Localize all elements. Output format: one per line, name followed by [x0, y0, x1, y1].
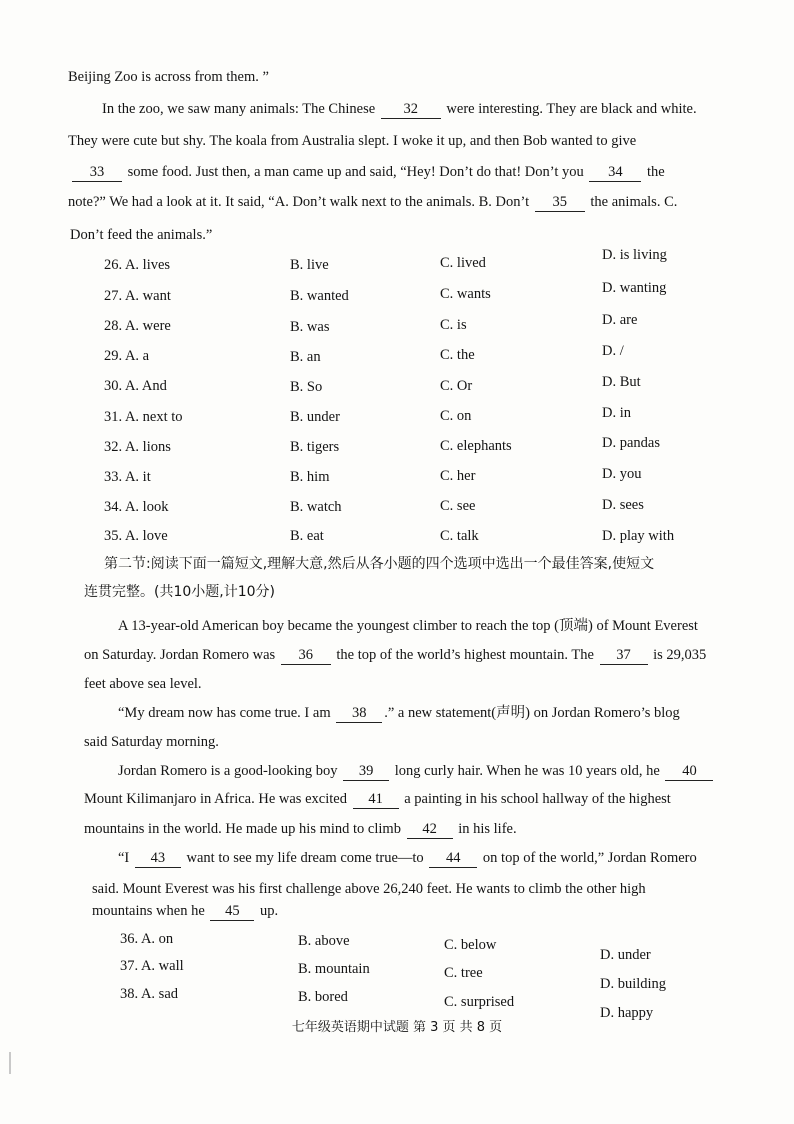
q29-option-b[interactable]: B. an: [290, 349, 321, 365]
text: They were cute but shy. The koala from Australia slept. I woke it up, and then Bob wanted to give: [68, 133, 637, 149]
passage2-p3-line-1: [118, 762, 715, 781]
passage1-line-1: [68, 68, 269, 86]
q33-option-c[interactable]: C. her: [440, 468, 476, 484]
passage2-p4-line-1: [118, 849, 697, 868]
text: Mount Kilimanjaro in Africa. He was excited: [84, 791, 347, 807]
blank-36[interactable]: 36: [281, 648, 331, 665]
text: want to see my life dream come true—to: [186, 850, 424, 866]
text: a painting in his school hallway of the highest: [404, 791, 671, 807]
q27-option-d[interactable]: D. wanting: [602, 280, 667, 296]
q34-option-b[interactable]: B. watch: [290, 499, 342, 515]
q38-option-a[interactable]: 38. A. sad: [120, 986, 178, 1002]
blank-45[interactable]: 45: [210, 904, 254, 921]
q38-option-b[interactable]: B. bored: [298, 989, 348, 1005]
blank-34[interactable]: 34: [589, 165, 641, 182]
passage2-p3-line-3: [84, 820, 517, 839]
text: Beijing Zoo is across from them. ”: [68, 69, 269, 85]
q35-option-b[interactable]: B. eat: [290, 528, 324, 544]
passage2-p3-line-2: [84, 790, 671, 809]
text: said Saturday morning.: [84, 734, 219, 750]
q33-option-a[interactable]: 33. A. it: [104, 469, 151, 485]
q29-option-a[interactable]: 29. A. a: [104, 348, 150, 364]
text: on top of the world,” Jordan Romero: [482, 850, 697, 866]
q30-option-d[interactable]: D. But: [602, 374, 641, 390]
text: on Saturday. Jordan Romero was: [84, 647, 276, 663]
blank-33[interactable]: 33: [72, 165, 122, 182]
q31-option-c[interactable]: C. on: [440, 408, 472, 424]
q27-option-b[interactable]: B. wanted: [290, 288, 349, 304]
passage2-p4-line-3: [92, 902, 278, 921]
q28-option-d[interactable]: D. are: [602, 312, 638, 328]
q36-option-c[interactable]: C. below: [444, 937, 497, 953]
text: the: [647, 164, 665, 180]
passage1-line-5: [68, 193, 677, 212]
passage2-p2-line-1: [118, 704, 680, 723]
blank-44[interactable]: 44: [429, 851, 477, 868]
q31-option-a[interactable]: 31. A. next to: [104, 409, 183, 425]
text: some food. Just then, a man came up and said, “Hey! Don’t do that! Don’t you: [127, 164, 584, 180]
blank-32[interactable]: 32: [381, 102, 441, 119]
passage1-line-3: [68, 132, 636, 150]
q30-option-a[interactable]: 30. A. And: [104, 378, 167, 394]
text: Don’t feed the animals.”: [70, 227, 213, 243]
passage2-p1-line-3: [84, 675, 202, 693]
q26-option-c[interactable]: C. lived: [440, 255, 486, 271]
text: the top of the world’s highest mountain. The: [336, 647, 594, 663]
passage1-line-4: [70, 163, 665, 182]
q32-option-b[interactable]: B. tigers: [290, 439, 340, 455]
q29-option-c[interactable]: C. the: [440, 347, 475, 363]
section2-instruction-line-1: 第二节:阅读下面一篇短文,理解大意,然后从各小题的四个选项中选出一个最佳答案,使短文: [104, 556, 655, 572]
q35-option-d[interactable]: D. play with: [602, 528, 675, 544]
text: Jordan Romero is a good-looking boy: [118, 763, 338, 779]
blank-35[interactable]: 35: [535, 195, 585, 212]
q27-option-c[interactable]: C. wants: [440, 286, 491, 302]
q26-option-d[interactable]: D. is living: [602, 247, 667, 263]
q35-option-a[interactable]: 35. A. love: [104, 528, 168, 544]
q32-option-a[interactable]: 32. A. lions: [104, 439, 171, 455]
q34-option-d[interactable]: D. sees: [602, 497, 644, 513]
text: A 13-year-old American boy became the youngest climber to reach the top (顶端) of Mount Everest: [118, 618, 698, 634]
text: long curly hair. When he was 10 years old, he: [394, 763, 660, 779]
text: said. Mount Everest was his first challenge above 26,240 feet. He wants to climb the other high: [92, 881, 646, 897]
q36-option-a[interactable]: 36. A. on: [120, 931, 174, 947]
text: .” a new statement(声明) on Jordan Romero’s blog: [384, 705, 680, 721]
q33-option-b[interactable]: B. him: [290, 469, 330, 485]
scan-edge-mark: [9, 1052, 11, 1074]
q30-option-c[interactable]: C. Or: [440, 378, 473, 394]
text: In the zoo, we saw many animals: The Chinese: [102, 101, 376, 117]
text: the animals. C.: [590, 194, 678, 210]
q26-option-b[interactable]: B. live: [290, 257, 329, 273]
blank-37[interactable]: 37: [600, 648, 648, 665]
q34-option-c[interactable]: C. see: [440, 498, 476, 514]
q28-option-c[interactable]: C. is: [440, 317, 467, 333]
q37-option-b[interactable]: B. mountain: [298, 961, 370, 977]
text: feet above sea level.: [84, 676, 202, 692]
q37-option-c[interactable]: C. tree: [444, 965, 483, 981]
page-footer: 七年级英语期中试题 第 3 页 共 8 页: [291, 1020, 503, 1035]
blank-41[interactable]: 41: [353, 792, 399, 809]
q26-option-a[interactable]: 26. A. lives: [104, 257, 171, 273]
q35-option-c[interactable]: C. talk: [440, 528, 479, 544]
blank-43[interactable]: 43: [135, 851, 181, 868]
q36-option-b[interactable]: B. above: [298, 933, 350, 949]
text: note?” We had a look at it. It said, “A. Don’t walk next to the animals. B. Don’t: [68, 194, 530, 210]
q31-option-b[interactable]: B. under: [290, 409, 340, 425]
passage1-line-6: [70, 226, 212, 244]
q36-option-d[interactable]: D. under: [600, 947, 651, 963]
q28-option-a[interactable]: 28. A. were: [104, 318, 171, 334]
text: were interesting. They are black and white.: [446, 101, 697, 117]
text: mountains when he: [92, 903, 205, 919]
q38-option-c[interactable]: C. surprised: [444, 994, 515, 1010]
q32-option-d[interactable]: D. pandas: [602, 435, 660, 451]
q38-option-d[interactable]: D. happy: [600, 1005, 654, 1021]
q31-option-d[interactable]: D. in: [602, 405, 631, 421]
q28-option-b[interactable]: B. was: [290, 319, 330, 335]
passage2-p2-line-2: [84, 733, 219, 751]
q32-option-c[interactable]: C. elephants: [440, 438, 512, 454]
text: “I: [118, 850, 130, 866]
passage2-p1-line-1: [118, 617, 698, 635]
text: is 29,035: [653, 647, 707, 663]
q33-option-d[interactable]: D. you: [602, 466, 642, 482]
q30-option-b[interactable]: B. So: [290, 379, 323, 395]
q27-option-a[interactable]: 27. A. want: [104, 288, 171, 304]
q34-option-a[interactable]: 34. A. look: [104, 499, 169, 515]
text: mountains in the world. He made up his mind to climb: [84, 821, 401, 837]
blank-38[interactable]: 38: [336, 706, 382, 723]
q37-option-a[interactable]: 37. A. wall: [120, 958, 184, 974]
text: up.: [260, 903, 279, 919]
passage2-p1-line-2: [84, 646, 706, 665]
blank-39[interactable]: 39: [343, 764, 389, 781]
text: “My dream now has come true. I am: [118, 705, 331, 721]
passage1-line-2: [102, 100, 697, 119]
passage2-p4-line-2: [92, 880, 646, 898]
blank-40[interactable]: 40: [665, 764, 713, 781]
text: in his life.: [458, 821, 517, 837]
blank-42[interactable]: 42: [407, 822, 453, 839]
q29-option-d[interactable]: D. /: [602, 343, 624, 359]
section2-instruction-line-2: 连贯完整。(共10小题,计10分): [84, 584, 276, 600]
q37-option-d[interactable]: D. building: [600, 976, 667, 992]
